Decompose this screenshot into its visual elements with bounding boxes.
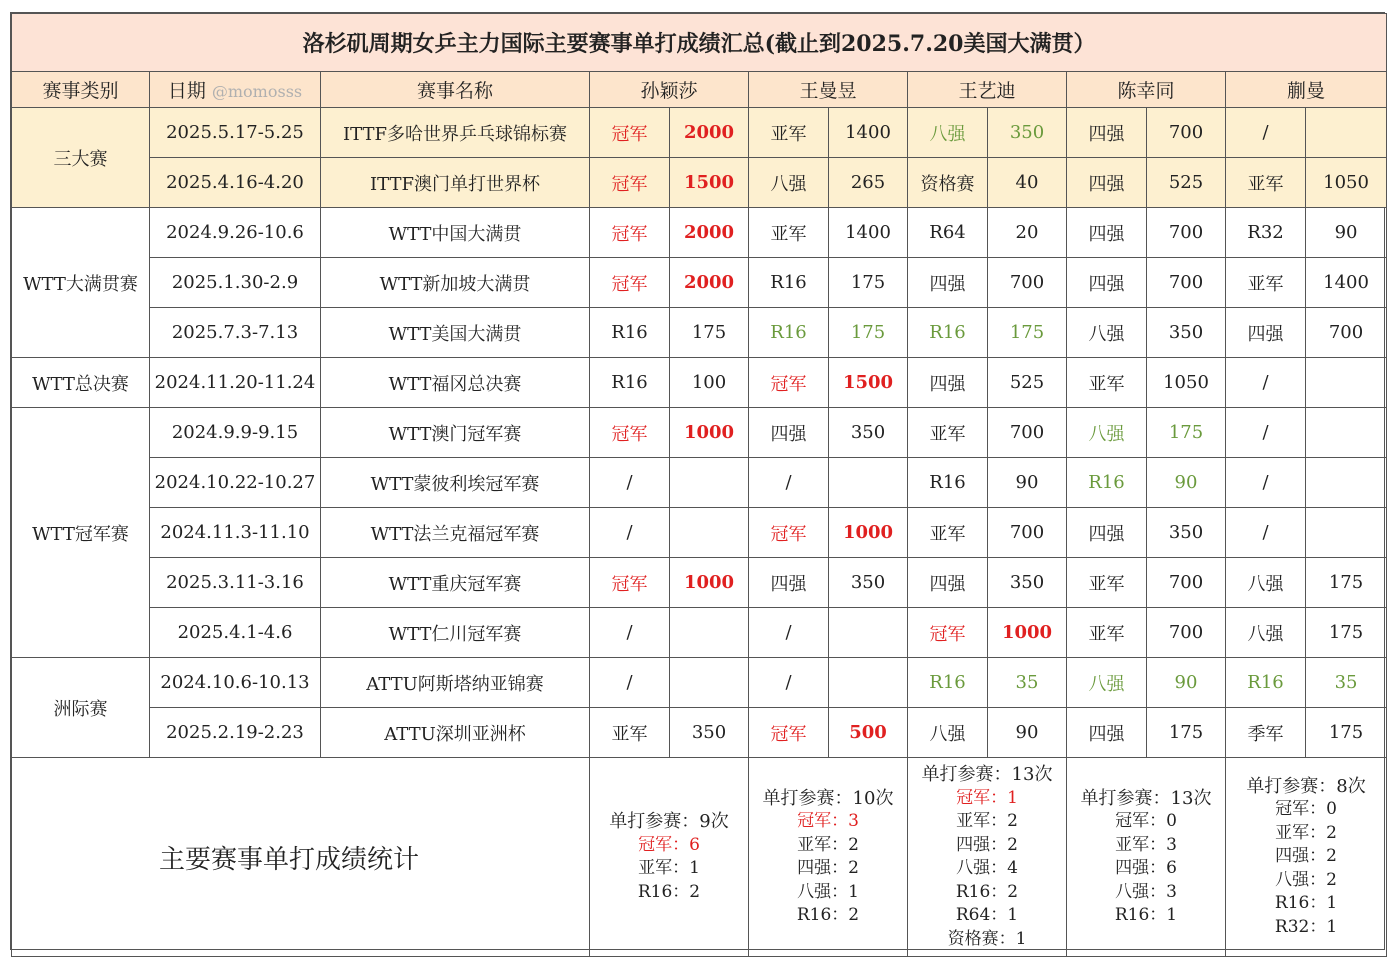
player-2-points — [829, 608, 908, 658]
player-4-points: 700 — [1147, 258, 1226, 308]
stats-line: 四强：2 — [956, 834, 1018, 855]
player-3-result: 资格赛 — [908, 158, 988, 208]
player-4-result: 亚军 — [1067, 608, 1147, 658]
player-5-points: 1400 — [1306, 258, 1387, 308]
table-row — [12, 258, 1387, 308]
event-date: 2024.11.3-11.10 — [150, 508, 321, 558]
player-5-points: 90 — [1306, 208, 1387, 258]
player-3-result: 四强 — [908, 558, 988, 608]
stats-line: 冠军：3 — [797, 811, 859, 831]
player-1-points: 100 — [670, 358, 749, 408]
player-3-result: R16 — [908, 458, 988, 508]
player-2-points: 350 — [829, 558, 908, 608]
player-3-stats — [908, 758, 1067, 957]
player-1-result: 冠军 — [590, 558, 670, 608]
player-3-points: 40 — [988, 158, 1067, 208]
stats-line: 四强：6 — [1115, 858, 1177, 878]
player-3-points: 1000 — [988, 608, 1067, 658]
header-player-1: 孙颖莎 — [590, 72, 749, 108]
event-date: 2025.3.11-3.16 — [150, 558, 321, 608]
player-4-result: 四强 — [1067, 708, 1147, 758]
player-5-points: 35 — [1306, 658, 1387, 708]
player-2-stats — [749, 758, 908, 957]
player-5-result: 亚军 — [1226, 158, 1306, 208]
player-4-points: 1050 — [1147, 358, 1226, 408]
player-3-result: 亚军 — [908, 408, 988, 458]
player-1-points: 350 — [670, 708, 749, 758]
event-name: WTT仁川冠军赛 — [321, 608, 590, 658]
table-row — [12, 408, 1387, 458]
player-5-result: R16 — [1226, 658, 1306, 708]
player-2-result: / — [749, 658, 829, 708]
player-1-points — [670, 608, 749, 658]
header-event: 赛事名称 — [321, 72, 590, 108]
stats-line: 亚军：2 — [797, 834, 859, 855]
player-5-result: 八强 — [1226, 608, 1306, 658]
player-3-result: 四强 — [908, 358, 988, 408]
stats-line: 八强：2 — [1275, 869, 1337, 890]
table-row — [12, 558, 1387, 608]
player-1-result: 亚军 — [590, 708, 670, 758]
stats-total: 单打参赛：13次 — [921, 764, 1053, 785]
stats-line: 四强：2 — [1275, 846, 1337, 867]
category-finals: WTT总决赛 — [12, 358, 150, 408]
stats-label: 主要赛事单打成绩统计 — [12, 758, 590, 957]
player-1-result: 冠军 — [590, 108, 670, 158]
player-4-result: 四强 — [1067, 208, 1147, 258]
player-2-points: 175 — [829, 308, 908, 358]
player-2-points: 1500 — [829, 358, 908, 408]
player-2-points: 350 — [829, 408, 908, 458]
player-4-points: 700 — [1147, 608, 1226, 658]
stats-line: 资格赛：1 — [947, 928, 1027, 949]
player-4-points: 700 — [1147, 208, 1226, 258]
event-date: 2025.7.3-7.13 — [150, 308, 321, 358]
event-date: 2024.9.9-9.15 — [150, 408, 321, 458]
player-5-result: 八强 — [1226, 558, 1306, 608]
player-2-result: 四强 — [749, 408, 829, 458]
category-champions: WTT冠军赛 — [12, 408, 150, 658]
player-5-points: 1050 — [1306, 158, 1387, 208]
player-2-points — [829, 658, 908, 708]
player-4-points: 350 — [1147, 308, 1226, 358]
player-4-result: 八强 — [1067, 658, 1147, 708]
player-5-points — [1306, 458, 1387, 508]
stats-line: R16：2 — [637, 881, 701, 902]
stats-total: 单打参赛：8次 — [1246, 775, 1366, 797]
stats-line: 八强：3 — [1115, 881, 1177, 902]
stats-total: 单打参赛：10次 — [762, 787, 894, 809]
stats-total: 单打参赛：9次 — [609, 811, 729, 832]
stats-line: 八强：4 — [956, 858, 1018, 878]
player-1-points — [670, 458, 749, 508]
player-2-result: 八强 — [749, 158, 829, 208]
player-5-result: 四强 — [1226, 308, 1306, 358]
player-2-result: 冠军 — [749, 708, 829, 758]
table-row — [12, 708, 1387, 758]
stats-line: 亚军：1 — [638, 858, 700, 878]
player-1-stats — [590, 758, 749, 957]
header-date: 日期 @momosss — [150, 72, 321, 108]
stats-line: 冠军：6 — [638, 834, 700, 855]
player-2-result: 冠军 — [749, 358, 829, 408]
results-table — [11, 13, 1387, 957]
player-3-points: 700 — [988, 508, 1067, 558]
header-player-3: 王艺迪 — [908, 72, 1067, 108]
table-row — [12, 608, 1387, 658]
page-title: 洛杉矶周期女乒主力国际主要赛事单打成绩汇总(截止到2025.7.20美国大满贯） — [12, 14, 1387, 72]
table-row — [12, 308, 1387, 358]
player-3-points: 700 — [988, 408, 1067, 458]
event-name: WTT蒙彼利埃冠军赛 — [321, 458, 590, 508]
event-name: ITTF澳门单打世界杯 — [321, 158, 590, 208]
header-player-4: 陈幸同 — [1067, 72, 1226, 108]
stats-line: R32：1 — [1274, 916, 1338, 937]
player-4-result: 八强 — [1067, 308, 1147, 358]
player-2-points: 1000 — [829, 508, 908, 558]
player-3-points: 90 — [988, 708, 1067, 758]
player-1-result: 冠军 — [590, 408, 670, 458]
player-4-points: 700 — [1147, 558, 1226, 608]
player-3-points: 90 — [988, 458, 1067, 508]
event-date: 2025.4.16-4.20 — [150, 158, 321, 208]
player-5-points: 175 — [1306, 608, 1387, 658]
player-1-points — [670, 508, 749, 558]
player-2-points: 1400 — [829, 208, 908, 258]
player-5-points — [1306, 408, 1387, 458]
player-1-result: R16 — [590, 358, 670, 408]
event-date: 2025.4.1-4.6 — [150, 608, 321, 658]
player-1-result: / — [590, 658, 670, 708]
stats-total: 单打参赛：13次 — [1080, 787, 1212, 809]
player-1-points: 2000 — [670, 108, 749, 158]
table-row — [12, 358, 1387, 408]
stats-line: 亚军：2 — [1275, 822, 1337, 843]
player-2-points: 265 — [829, 158, 908, 208]
player-3-result: 冠军 — [908, 608, 988, 658]
player-2-points: 500 — [829, 708, 908, 758]
player-1-result: / — [590, 508, 670, 558]
player-4-points: 525 — [1147, 158, 1226, 208]
player-4-result: 四强 — [1067, 258, 1147, 308]
player-2-points: 175 — [829, 258, 908, 308]
event-name: WTT福冈总决赛 — [321, 358, 590, 408]
player-1-points: 2000 — [670, 208, 749, 258]
player-3-result: 八强 — [908, 108, 988, 158]
event-name: WTT中国大满贯 — [321, 208, 590, 258]
player-3-result: 四强 — [908, 258, 988, 308]
player-5-result: / — [1226, 358, 1306, 408]
event-date: 2025.1.30-2.9 — [150, 258, 321, 308]
event-name: WTT澳门冠军赛 — [321, 408, 590, 458]
event-date: 2024.10.6-10.13 — [150, 658, 321, 708]
player-1-points: 1000 — [670, 408, 749, 458]
table-row — [12, 108, 1387, 158]
player-5-points — [1306, 358, 1387, 408]
player-4-points: 350 — [1147, 508, 1226, 558]
player-5-result: / — [1226, 458, 1306, 508]
player-2-result: 亚军 — [749, 108, 829, 158]
stats-line: 四强：2 — [797, 858, 859, 878]
player-1-result: 冠军 — [590, 208, 670, 258]
player-3-result: R16 — [908, 308, 988, 358]
player-1-points: 1500 — [670, 158, 749, 208]
player-4-result: R16 — [1067, 458, 1147, 508]
player-4-result: 四强 — [1067, 158, 1147, 208]
event-name: WTT新加坡大满贯 — [321, 258, 590, 308]
player-2-result: 亚军 — [749, 208, 829, 258]
player-3-result: 亚军 — [908, 508, 988, 558]
event-name: ITTF多哈世界乒乓球锦标赛 — [321, 108, 590, 158]
player-3-points: 35 — [988, 658, 1067, 708]
player-1-result: / — [590, 458, 670, 508]
player-1-result: R16 — [590, 308, 670, 358]
event-name: WTT重庆冠军赛 — [321, 558, 590, 608]
player-5-result: / — [1226, 508, 1306, 558]
player-4-result: 八强 — [1067, 408, 1147, 458]
event-date: 2024.11.20-11.24 — [150, 358, 321, 408]
player-2-result: / — [749, 458, 829, 508]
stats-line: 亚军：2 — [956, 811, 1018, 831]
player-4-points: 90 — [1147, 658, 1226, 708]
player-2-result: / — [749, 608, 829, 658]
player-3-points: 350 — [988, 558, 1067, 608]
event-date: 2025.5.17-5.25 — [150, 108, 321, 158]
player-2-result: 四强 — [749, 558, 829, 608]
stats-line: R16：2 — [955, 881, 1019, 902]
player-5-points — [1306, 508, 1387, 558]
stats-line: 冠军：1 — [956, 787, 1018, 808]
player-1-points: 175 — [670, 308, 749, 358]
player-3-points: 175 — [988, 308, 1067, 358]
table-row — [12, 508, 1387, 558]
player-5-result: / — [1226, 408, 1306, 458]
player-2-result: R16 — [749, 308, 829, 358]
stats-line: R16：1 — [1114, 905, 1178, 925]
player-1-result: 冠军 — [590, 258, 670, 308]
player-5-points: 175 — [1306, 708, 1387, 758]
player-4-result: 亚军 — [1067, 558, 1147, 608]
category-continental: 洲际赛 — [12, 658, 150, 758]
table-row — [12, 658, 1387, 708]
watermark: @momosss — [211, 82, 303, 101]
player-4-points: 90 — [1147, 458, 1226, 508]
player-1-result: 冠军 — [590, 158, 670, 208]
player-4-result: 四强 — [1067, 108, 1147, 158]
player-3-result: 八强 — [908, 708, 988, 758]
player-1-points — [670, 658, 749, 708]
event-name: ATTU深圳亚洲杯 — [321, 708, 590, 758]
table-row — [12, 208, 1387, 258]
player-4-points: 175 — [1147, 408, 1226, 458]
player-5-points — [1306, 108, 1387, 158]
player-4-result: 亚军 — [1067, 358, 1147, 408]
results-table-sheet — [10, 12, 1385, 950]
stats-line: 八强：1 — [797, 881, 859, 902]
player-4-points: 700 — [1147, 108, 1226, 158]
event-name: ATTU阿斯塔纳亚锦赛 — [321, 658, 590, 708]
table-row — [12, 158, 1387, 208]
player-2-result: 冠军 — [749, 508, 829, 558]
player-2-result: R16 — [749, 258, 829, 308]
table-row — [12, 458, 1387, 508]
player-1-points: 2000 — [670, 258, 749, 308]
stats-line: 冠军：0 — [1115, 811, 1177, 831]
player-4-points: 175 — [1147, 708, 1226, 758]
player-5-result: 亚军 — [1226, 258, 1306, 308]
player-3-points: 20 — [988, 208, 1067, 258]
player-1-points: 1000 — [670, 558, 749, 608]
player-3-points: 700 — [988, 258, 1067, 308]
player-5-result: / — [1226, 108, 1306, 158]
stats-line: 亚军：3 — [1115, 834, 1177, 855]
player-4-result: 四强 — [1067, 508, 1147, 558]
category-big3: 三大赛 — [12, 108, 150, 208]
event-name: WTT法兰克福冠军赛 — [321, 508, 590, 558]
stats-line: R16：2 — [796, 905, 860, 925]
stats-row — [12, 758, 1387, 957]
stats-line: 冠军：0 — [1275, 799, 1337, 820]
player-3-points: 525 — [988, 358, 1067, 408]
player-5-result: R32 — [1226, 208, 1306, 258]
header-player-2: 王曼昱 — [749, 72, 908, 108]
player-3-result: R64 — [908, 208, 988, 258]
player-5-points: 175 — [1306, 558, 1387, 608]
player-3-points: 350 — [988, 108, 1067, 158]
player-2-points — [829, 458, 908, 508]
event-date: 2025.2.19-2.23 — [150, 708, 321, 758]
stats-line: R16：1 — [1274, 893, 1338, 914]
event-name: WTT美国大满贯 — [321, 308, 590, 358]
player-5-points: 700 — [1306, 308, 1387, 358]
event-date: 2024.10.22-10.27 — [150, 458, 321, 508]
header-player-5: 蒯曼 — [1226, 72, 1387, 108]
player-4-stats — [1067, 758, 1226, 957]
category-grand-smash: WTT大满贯赛 — [12, 208, 150, 358]
player-2-points: 1400 — [829, 108, 908, 158]
player-1-result: / — [590, 608, 670, 658]
player-3-result: R16 — [908, 658, 988, 708]
player-5-stats — [1226, 758, 1387, 957]
player-5-result: 季军 — [1226, 708, 1306, 758]
stats-line: R64：1 — [955, 905, 1019, 925]
event-date: 2024.9.26-10.6 — [150, 208, 321, 258]
header-category: 赛事类别 — [12, 72, 150, 108]
